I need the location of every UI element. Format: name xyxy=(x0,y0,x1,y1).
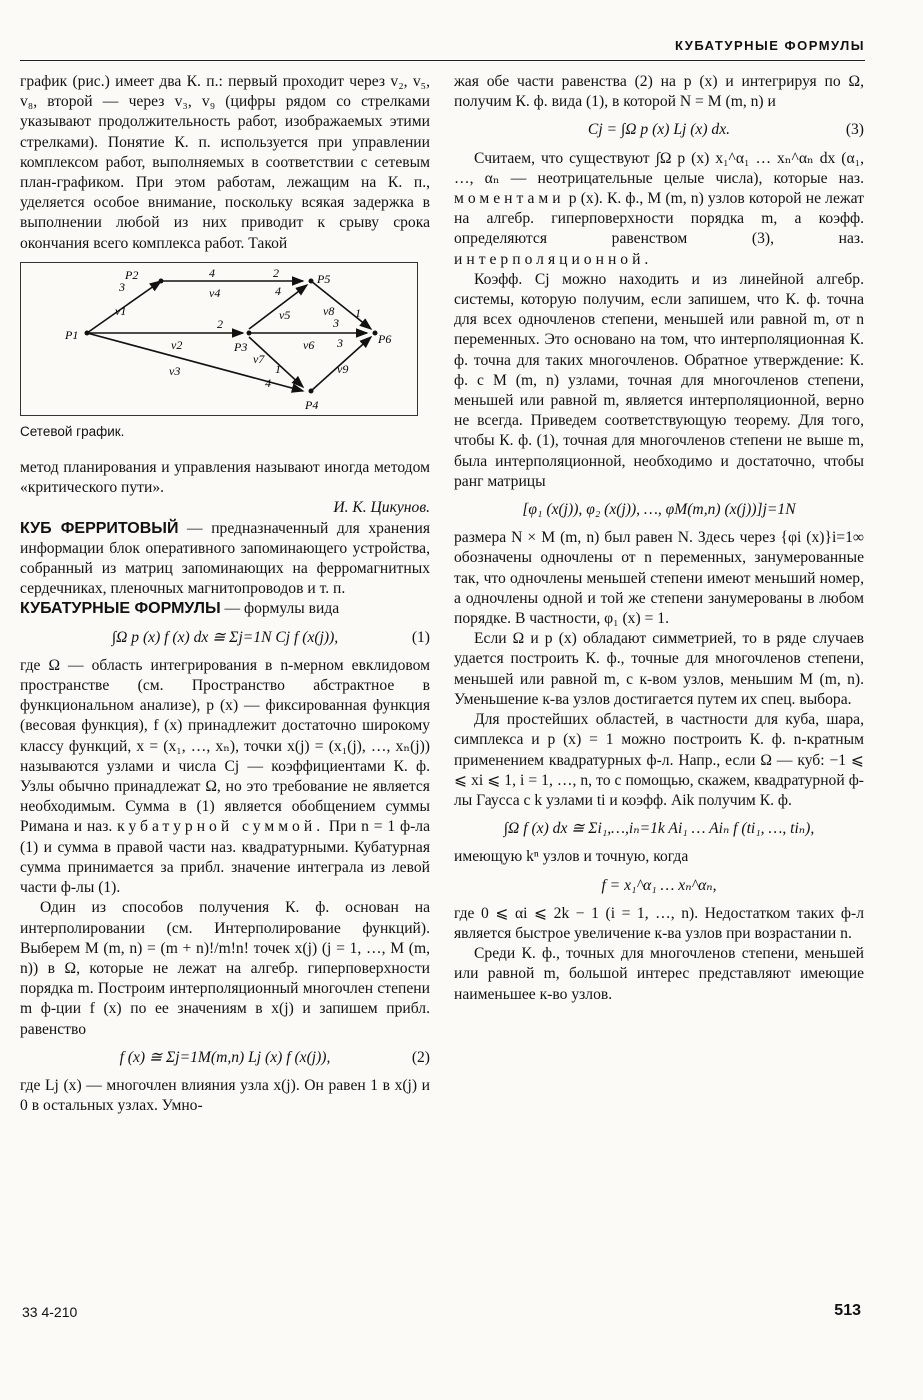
page-number: 513 xyxy=(834,1302,861,1319)
figure-caption: Сетевой график. xyxy=(20,423,125,439)
paragraph: Для простейших областей, в частности для куба, шара, симплекса и p (x) = 1 можно построить К. ф. n-кратным применением квадратурных ф-л. Напр., если Ω — куб: −1 ⩽ ⩽ xi ⩽ 1, i = 1, …, n, то с помощью, скажем, квадратурной ф-лы Гаусса с k узлами ti и коэфф. Aik получим К. ф. xyxy=(454,711,864,809)
edge-label: v6 xyxy=(303,337,315,352)
formula-number: (3) xyxy=(845,121,864,139)
header-rule xyxy=(20,60,865,61)
weight-label: 4 xyxy=(275,283,281,298)
node-label: P1 xyxy=(65,327,79,342)
paragraph: размера N × M (m, n) был равен N. Здесь через {φi (x)}i=1∞ обозначены одночлены от n переменных, занумерованные так, что одночлены меньшей степени имеют меньший номер, а одночлены одной и той же степени занумерованы в любом порядке. В частности, φ₁ (x) = 1. xyxy=(454,529,864,628)
formula-3: Cj = ∫Ω p (x) Lj (x) dx. (3) xyxy=(454,120,864,140)
edge-label: v9 xyxy=(337,361,349,376)
edge-label: v7 xyxy=(253,351,265,366)
edge-v8 xyxy=(311,281,371,329)
edge-label: v4 xyxy=(209,285,221,300)
weight-label: 3 xyxy=(337,335,343,350)
formula-1: ∫Ω p (x) f (x) dx ≅ Σj=1N Cj f (x(j)), (1) xyxy=(20,628,430,648)
weight-label: 1 xyxy=(355,305,361,320)
formula-4: [φ₁ (x(j)), φ₂ (x(j)), …, φM(m,n) (x(j))]j=1N xyxy=(522,501,796,519)
article-term: КУБАТУРНЫЕ ФОРМУЛЫ xyxy=(20,600,221,618)
spaced-term: моментами xyxy=(454,190,565,208)
spaced-term: кубатурной суммой. xyxy=(117,818,325,836)
weight-label: 2 xyxy=(217,316,223,331)
weight-label: 3 xyxy=(119,279,125,294)
formula-5: ∫Ω f (x) dx ≅ Σi₁,…,iₙ=1k Ai₁ … Aiₙ f (ti₁, …, tiₙ), xyxy=(503,820,815,838)
weight-label: 4 xyxy=(265,375,271,390)
right-column xyxy=(454,72,864,1005)
left-column xyxy=(20,72,430,1116)
paragraph: имеющую kⁿ узлов и точную, когда xyxy=(454,848,689,866)
node-label: P3 xyxy=(234,339,248,354)
node-label: P6 xyxy=(378,331,392,346)
article-kubaturnye-formuly xyxy=(20,599,430,619)
edge-label: v8 xyxy=(323,303,335,318)
edge-label: v5 xyxy=(279,307,291,322)
paragraph: где 0 ⩽ αi ⩽ 2k − 1 (i = 1, …, n). Недостатком таких ф-л является быстрое увеличение к-ва узлов при возрастании n. xyxy=(454,904,864,942)
formula-6: f = x₁^α₁ … xₙ^αₙ, xyxy=(601,876,717,894)
paragraph: график (рис.) имеет два К. п.: первый проходит через v₂, v₅, v₈, второй — через v₃, v₉ (цифры рядом со стрелками указывают продолжительность работ, изображаемых этими стрелками). Понятие К. п. используется при управлении комплексом работ, выполняемых в соответствии с сетевым план-графиком. При этом работам, лежащим на К. п., уделяется особое внимание, поскольку всякая задержка в выполнении любой из них приводит к срыву срока окончания всего комплекса работ. Такой xyxy=(20,73,430,252)
edge-label: v1 xyxy=(115,303,127,318)
edge-label: v2 xyxy=(171,337,183,352)
formula-number: (1) xyxy=(411,628,430,646)
weight-label: 1 xyxy=(275,361,281,376)
paragraph: Среди К. ф., точных для многочленов степени, меньшей или равной m, большой интерес представляют имеющие наименьшее к-во узлов. xyxy=(454,945,864,1003)
footer-signature-mark: 33 4-210 xyxy=(22,1304,78,1320)
formula-number: (2) xyxy=(411,1048,430,1066)
edge-label: v3 xyxy=(169,363,181,378)
weight-label: 3 xyxy=(333,315,339,330)
running-title: КУБАТУРНЫЕ ФОРМУЛЫ xyxy=(674,38,865,53)
paragraph: где Lj (x) — многочлен влияния узла x(j). Он равен 1 в x(j) и 0 в остальных узлах. Умно- xyxy=(20,1076,430,1115)
paragraph: метод планирования и управления называют иногда методом «критического пути». xyxy=(20,459,430,497)
formula-2: f (x) ≅ Σj=1M(m,n) Lj (x) f (x(j)), (2) xyxy=(20,1048,430,1068)
article-kub-ferritovyi xyxy=(20,519,430,600)
network-graph xyxy=(21,263,417,415)
weight-label: 2 xyxy=(273,265,279,280)
paragraph: жая обе части равенства (2) на p (x) и интегрируя по Ω, получим К. ф. вида (1), в которой N = M (m, n) и xyxy=(454,73,864,111)
paragraph: где Ω — область интегрирования в n-мерном евклидовом пространстве (см. Пространство абстрактное в функциональном анализе), p (x) — фиксированная функция (весовая функция), f (x) принадлежит достаточно широкому классу функций, x = (x₁, …, xₙ), точки x(j) = (x₁(j), …, xₙ(j)) называются узлами и числа Cj — коэффициентами К. ф. Узлы обычно принадлежат Ω, но это требование не является необходимым. Сумма в (1) является обобщением суммы Римана и наз. кубатурной суммой. При n = 1 ф-ла (1) и сумма в правой части наз. квадратурными. Кубатурная сумма принимается за прибл. значение интеграла из левой части ф-лы (1). xyxy=(20,656,430,897)
node-label: P2 xyxy=(125,267,139,282)
author-signature: И. К. Цикунов. xyxy=(333,499,430,517)
paragraph-text: — формулы вида xyxy=(220,600,340,618)
network-graph-figure xyxy=(20,262,418,416)
paragraph: Один из способов получения К. ф. основан на интерполировании (см. Интерполирование функций). Выберем M (m, n) = (m + n)!/m!n! точек x(j) (j = 1, …, M (m, n)) в Ω, которые не лежат на алгебр. гиперповерхности порядка m. Построим интерполяционный многочлен степени m ф-ции f (x) по ее значениям в x(j) и запишем прибл. равенство xyxy=(20,899,430,1038)
weight-label: 4 xyxy=(209,265,215,280)
paragraph: Коэфф. Cj можно находить и из линейной алгебр. системы, которую получим, если запишем, что К. ф. точна для всех одночленов степени, меньшей или равной m, от n переменных. Это основано на том, что интерполяционная К. ф. точна для таких многочленов. Обратное утверждение: К. ф. с M (m, n) узлами, точная для многочленов степени, меньшей или равной m, является интерполяционной, верно не всегда. Приведем соответствующую теорему. Для того, чтобы К. ф. (1), точная для многочленов степени не выше m, была интерполяционной, необходимо и достаточно, чтобы ранг матрицы xyxy=(454,270,864,490)
paragraph-text: — предназначенный для хранения информации блок оперативного запоминающего устройства, собранный из матриц запоминающих на ферромагнитных сердечниках, пленочных магнитопроводов и т. п. xyxy=(20,519,430,598)
node-label: P5 xyxy=(317,271,331,286)
article-term: КУБ ФЕРРИТОВЫЙ xyxy=(20,519,179,537)
paragraph: Считаем, что существуют ∫Ω p (x) x₁^α₁ … xₙ^αₙ dx (α₁, …, αₙ — неотрицательные целые числа), которые наз. моментами p (x). К. ф., M (m, n) узлов которой не лежат на алгебр. гиперповерхности порядка m, а коэфф. определяются равенством (3), наз. интерполяционной. xyxy=(454,149,864,268)
node-label: P4 xyxy=(305,397,319,412)
spaced-term: интерполяционной. xyxy=(454,250,653,268)
paragraph: Если Ω и p (x) обладают симметрией, то в ряде случаев удается построить К. ф., точные для многочленов степени, меньшей или равной m, с к-вом узлов, меньшим M (m, n). Уменьшение к-ва узлов достигается путем их спец. выбора. xyxy=(454,630,864,708)
